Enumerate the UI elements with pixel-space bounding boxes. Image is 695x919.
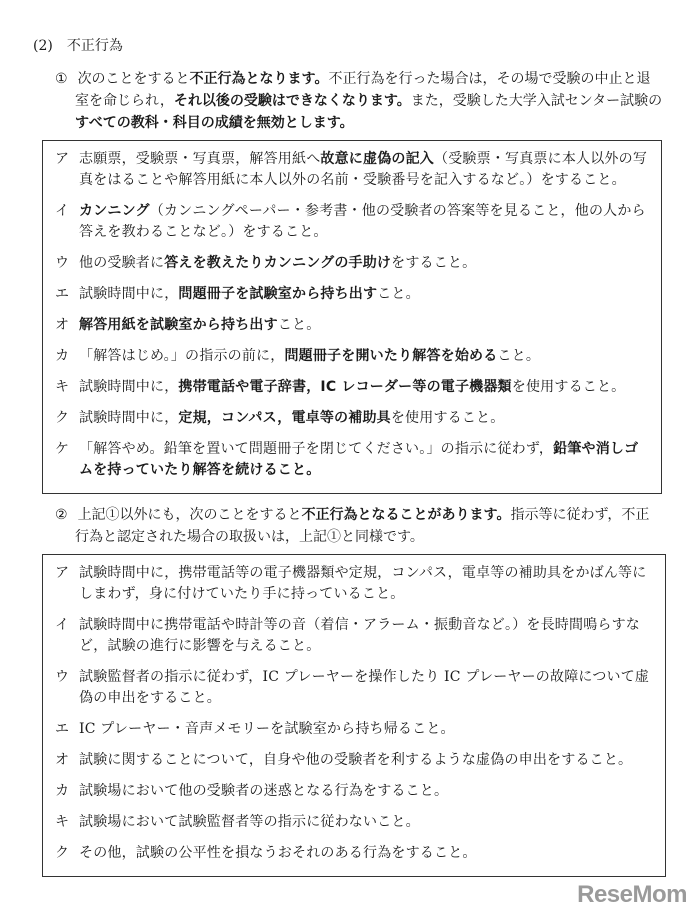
item-label: キ xyxy=(55,379,70,395)
emphasized-text: 不正行為となることがあります。 xyxy=(301,507,511,523)
text-segment: 試験場において試験監督者等の指示に従わないこと。 xyxy=(79,814,420,830)
list-item xyxy=(55,719,653,740)
item-label: オ xyxy=(55,317,70,333)
text-segment: 志願票，受験票・写真票，解答用紙へ xyxy=(79,151,321,167)
text-segment: を使用すること。 xyxy=(390,410,505,426)
emphasized-text: 不正行為となります。 xyxy=(189,71,329,87)
list-item xyxy=(55,615,653,657)
text-segment: IC プレーヤー・音声メモリーを試験室から持ち帰ること。 xyxy=(79,721,455,737)
text-segment: 試験時間中に携帯電話や時計等の音（着信・アラーム・振動音など。）を長時間鳴らすなど，試験の進行に影響を与えること。 xyxy=(79,617,640,654)
list-item xyxy=(55,408,649,429)
item-label: ケ xyxy=(55,441,70,457)
item-label: イ xyxy=(55,617,70,633)
list-item xyxy=(55,201,649,243)
text-segment: 不正行為を行った場合は，その場で受験の中止と退室を命じられ， xyxy=(75,71,651,109)
text-segment: こと。 xyxy=(377,286,420,302)
list-item xyxy=(55,781,653,802)
text-segment: また，受験した大学入試センター試験の xyxy=(410,93,663,109)
item-label: カ xyxy=(55,783,70,799)
heading-number: (2) xyxy=(33,38,53,54)
list-item xyxy=(55,563,653,605)
item-label: ク xyxy=(55,410,70,426)
text-segment: 他の受験者に xyxy=(79,255,165,271)
item-label: イ xyxy=(55,203,70,219)
text-segment: を使用すること。 xyxy=(511,379,626,395)
text-segment: 試験時間中に，携帯電話等の電子機器類や定規，コンパス，電卓等の補助具をかばん等にしまわず，身に付けていたり手に持っていること。 xyxy=(79,565,647,602)
heading-title: 不正行為 xyxy=(66,38,123,54)
text-segment: 試験時間中に， xyxy=(79,286,179,302)
text-segment: 「解答はじめ。」の指示の前に， xyxy=(79,348,285,364)
paragraph-number: ① xyxy=(55,71,68,87)
emphasized-text: すべての教科・科目の成績を無効とします。 xyxy=(75,115,354,131)
text-segment: こと。 xyxy=(497,348,541,364)
section1-list-box xyxy=(42,140,662,494)
emphasized-text: 解答用紙を試験室から持ち出す xyxy=(79,317,278,333)
item-label: ウ xyxy=(55,255,70,271)
item-label: オ xyxy=(55,752,70,768)
list-item xyxy=(55,315,649,336)
text-segment: 「解答やめ。鉛筆を置いて問題冊子を閉じてください。」の指示に従わず， xyxy=(79,441,554,457)
emphasized-text: 定規，コンパス，電卓等の補助具 xyxy=(178,410,391,426)
emphasized-text: 問題冊子を試験室から持ち出す xyxy=(178,286,378,302)
item-label: ウ xyxy=(55,669,70,685)
text-segment: 試験時間中に， xyxy=(79,379,179,395)
resemom-watermark-logo: ReseMom xyxy=(577,881,687,908)
emphasized-text: 答えを教えたりカンニングの手助け xyxy=(164,255,392,271)
emphasized-text: それ以後の受験はできなくなります。 xyxy=(173,93,411,109)
emphasized-text: カンニング xyxy=(79,203,150,219)
emphasized-text: 鉛筆や消しゴムを持っていたり解答を続けること。 xyxy=(79,441,639,478)
text-segment: （受験票・写真票に本人以外の写真をはることや解答用紙に本人以外の名前・受験番号を記入するなど。）をすること。 xyxy=(79,151,648,188)
section2-list-box xyxy=(42,554,666,877)
section-heading xyxy=(33,36,695,56)
text-segment: をすること。 xyxy=(391,255,477,271)
list-item xyxy=(55,377,649,398)
item-label: ク xyxy=(55,845,70,861)
text-segment: 次のことをすると xyxy=(77,71,190,87)
list-item xyxy=(55,346,649,367)
list-item xyxy=(55,667,653,709)
section2-intro xyxy=(55,504,663,548)
text-segment: 指示等に従わず，不正行為と認定された場合の取扱いは，上記①と同様です。 xyxy=(75,507,650,545)
text-segment: こと。 xyxy=(277,317,321,333)
item-label: キ xyxy=(55,814,70,830)
item-label: ア xyxy=(55,565,70,581)
list-item xyxy=(55,253,649,274)
text-segment: その他，試験の公平性を損なうおそれのある行為をすること。 xyxy=(79,845,477,861)
item-label: カ xyxy=(55,348,70,364)
list-item xyxy=(55,284,649,305)
emphasized-text: 故意に虚偽の記入 xyxy=(320,151,435,167)
item-label: ア xyxy=(55,151,70,167)
paragraph-number: ② xyxy=(55,507,68,523)
text-segment: 上記①以外にも，次のことをすると xyxy=(77,507,302,523)
list-item xyxy=(55,843,653,864)
text-segment: （カンニングペーパー・参考書・他の受験者の答案等を見ること，他の人から答えを教わることなど。）をすること。 xyxy=(79,203,646,240)
list-item xyxy=(55,439,649,481)
text-segment: 試験場において他の受験者の迷惑となる行為をすること。 xyxy=(79,783,449,799)
watermark-row xyxy=(0,881,695,909)
item-label: エ xyxy=(55,286,70,302)
text-segment: 試験監督者の指示に従わず，IC プレーヤーを操作したり IC プレーヤーの故障について虚偽の申出をすること。 xyxy=(79,669,650,706)
text-segment: 試験時間中に， xyxy=(79,410,179,426)
item-label: エ xyxy=(55,721,70,737)
section1-intro xyxy=(55,68,663,134)
list-item xyxy=(55,149,649,191)
list-item xyxy=(55,750,653,771)
text-segment: 試験に関することについて，自身や他の受験者を利するような虚偽の申出をすること。 xyxy=(79,752,633,768)
list-item xyxy=(55,812,653,833)
emphasized-text: 問題冊子を開いたり解答を始める xyxy=(284,348,498,364)
emphasized-text: 携帯電話や電子辞書，IC レコーダー等の電子機器類 xyxy=(178,379,512,395)
